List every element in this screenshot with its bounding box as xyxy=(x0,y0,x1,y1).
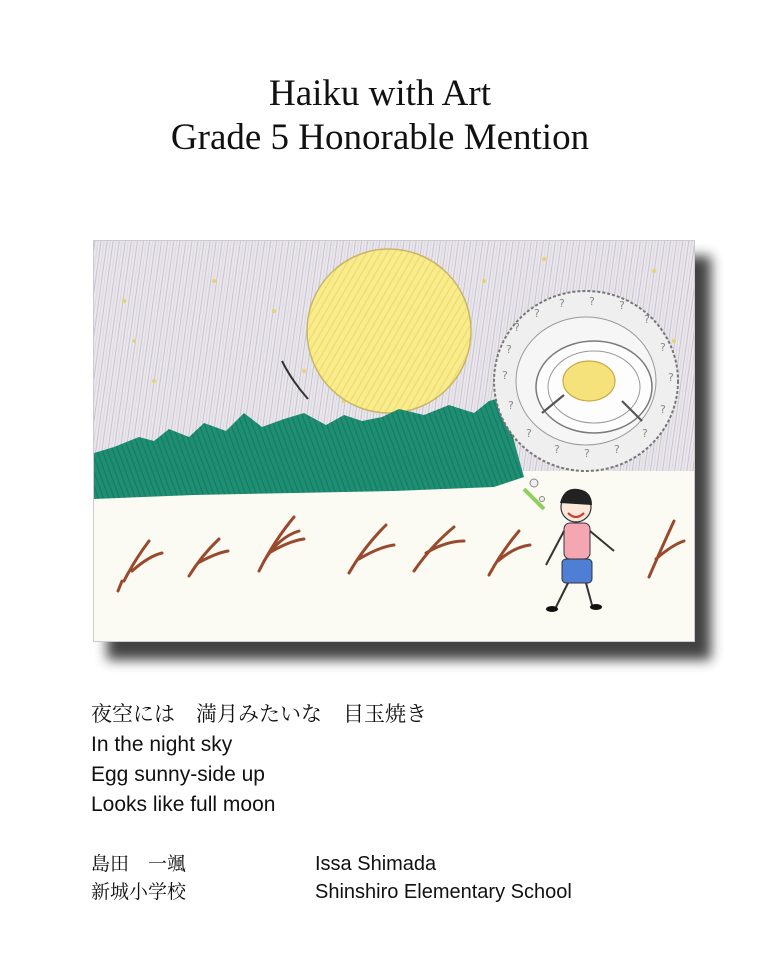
svg-text:?: ? xyxy=(514,321,520,334)
svg-text:?: ? xyxy=(534,307,540,320)
credit-school-row xyxy=(91,878,572,906)
svg-text:?: ? xyxy=(668,371,674,384)
svg-text:?: ? xyxy=(644,313,650,326)
haiku-line-3: Looks like full moon xyxy=(91,793,276,816)
author-name-en: Issa Shimada xyxy=(315,853,437,875)
full-moon xyxy=(307,249,471,413)
svg-text:?: ? xyxy=(642,427,648,440)
haiku-text xyxy=(91,700,427,820)
school-name-ja: 新城小学校 xyxy=(91,881,187,903)
svg-text:?: ? xyxy=(559,297,565,310)
svg-text:?: ? xyxy=(526,427,532,440)
svg-text:?: ? xyxy=(584,447,590,460)
svg-text:?: ? xyxy=(508,399,514,412)
page-title xyxy=(0,72,760,160)
credits xyxy=(91,850,572,906)
artwork-drawing xyxy=(93,240,695,642)
author-name-ja: 島田 一颯 xyxy=(91,853,187,875)
svg-text:?: ? xyxy=(554,443,560,456)
haiku-line-1: In the night sky xyxy=(91,733,233,756)
title-line-2: Grade 5 Honorable Mention xyxy=(170,117,590,158)
haiku-japanese: 夜空には 満月みたいな 目玉焼き xyxy=(91,703,427,726)
svg-text:?: ? xyxy=(619,299,625,312)
svg-text:?: ? xyxy=(506,343,512,356)
field-ground xyxy=(94,471,694,641)
school-name-en: Shinshiro Elementary School xyxy=(315,881,572,903)
svg-text:?: ? xyxy=(660,341,666,354)
title-line-1: Haiku with Art xyxy=(269,73,491,114)
credit-name-row xyxy=(91,850,572,878)
artwork-svg xyxy=(94,241,694,641)
svg-text:?: ? xyxy=(614,443,620,456)
svg-text:?: ? xyxy=(589,295,595,308)
artwork-frame xyxy=(93,240,693,640)
svg-text:?: ? xyxy=(502,369,508,382)
svg-text:?: ? xyxy=(660,403,666,416)
haiku-line-2: Egg sunny-side up xyxy=(91,763,265,786)
